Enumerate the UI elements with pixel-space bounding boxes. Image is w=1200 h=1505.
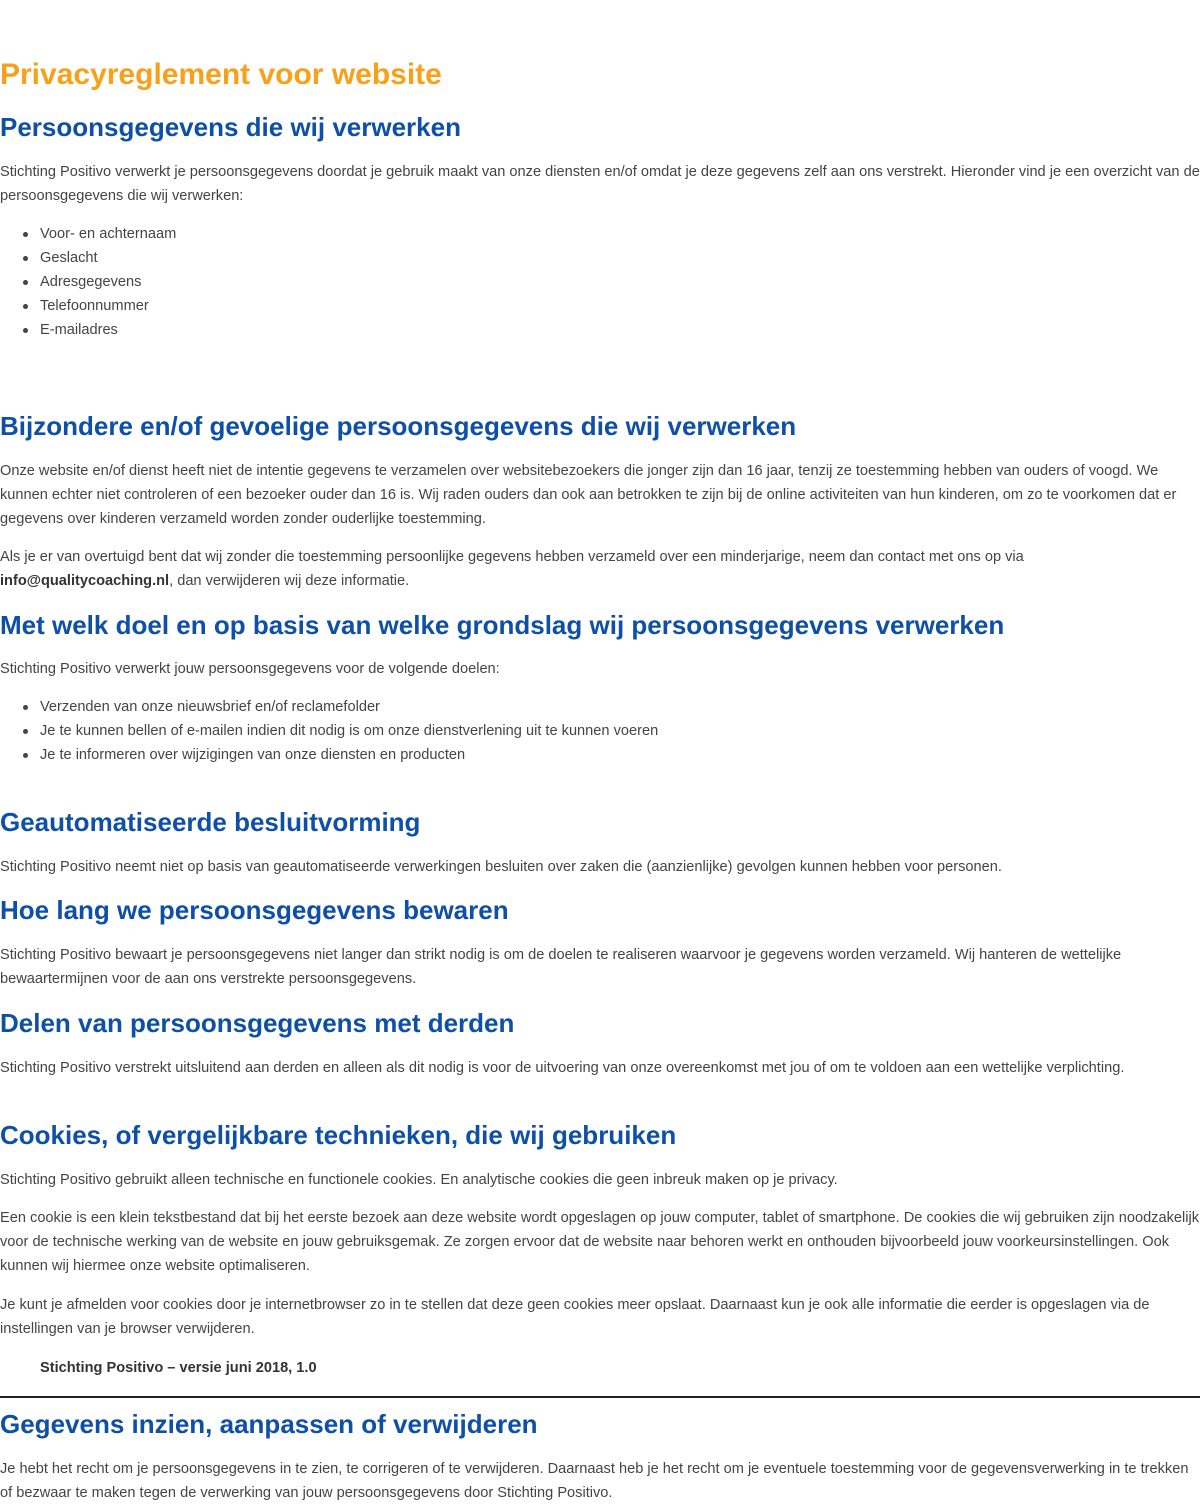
section-paragraph: Stichting Positivo verwerkt jouw persoonsgegevens voor de volgende doelen: xyxy=(0,661,500,677)
version-signature: Stichting Positivo – versie juni 2018, 1.0 xyxy=(40,1360,317,1376)
list-item: Je te kunnen bellen of e-mailen indien dit nodig is om onze dienstverlening uit te kunnen voeren xyxy=(40,719,658,743)
list-item: Voor- en achternaam xyxy=(40,222,176,246)
section-paragraph: Stichting Positivo verwerkt je persoonsgegevens doordat je gebruik maakt van onze diensten en/of omdat je deze gegevens zelf aan ons verstrekt. Hieronder vind je een overzicht van de persoonsgegevens die wij verwerken: xyxy=(0,164,1200,204)
section-paragraph: Je hebt het recht om je persoonsgegevens in te zien, te corrigeren of te verwijderen. Daarnaast heb je het recht om je eventuele toestemming voor de gegevensverwerking in te trekken of bezwaar te maken tegen de verwerking van jouw persoonsgegevens door Stichting Positivo. xyxy=(0,1461,1189,1501)
page-title: Privacyreglement voor website xyxy=(0,58,442,91)
paragraph-text: , dan verwijderen wij deze informatie. xyxy=(169,573,410,589)
section-heading-besluitvorming: Geautomatiseerde besluitvorming xyxy=(0,807,421,837)
section-paragraph: Een cookie is een klein tekstbestand dat bij het eerste bezoek aan deze website wordt opgeslagen op jouw computer, tablet of smartphone. De cookies die wij gebruiken zijn noodzakelijk voor de technische werking van de website en jouw gebruiksgemak. Ze zorgen ervoor dat de website naar behoren werkt en onthouden bijvoorbeeld jouw voorkeursinstellingen. Ook kunnen wij hiermee onze website optimaliseren. xyxy=(0,1210,1200,1274)
section-heading-bewaren: Hoe lang we persoonsgegevens bewaren xyxy=(0,895,509,925)
list-item: Telefoonnummer xyxy=(40,294,176,318)
list-item: Verzenden van onze nieuwsbrief en/of reclamefolder xyxy=(40,695,658,719)
section-heading-cookies: Cookies, of vergelijkbare technieken, die wij gebruiken xyxy=(0,1120,677,1150)
section-paragraph: Stichting Positivo gebruikt alleen technische en functionele cookies. En analytische cookies die geen inbreuk maken op je privacy. xyxy=(0,1172,838,1188)
list-item: Adresgegevens xyxy=(40,270,176,294)
section-paragraph: Je kunt je afmelden voor cookies door je internetbrowser zo in te stellen dat deze geen cookies meer opslaat. Daarnaast kun je ook alle informatie die eerder is opgeslagen via de instellingen van je browser verwijderen. xyxy=(0,1297,1150,1337)
purposes-list xyxy=(0,695,658,767)
section-heading-bijzondere: Bijzondere en/of gevoelige persoonsgegevens die wij verwerken xyxy=(0,411,797,441)
section-heading-doel: Met welk doel en op basis van welke grondslag wij persoonsgegevens verwerken xyxy=(0,610,1005,640)
section-paragraph: Onze website en/of dienst heeft niet de intentie gegevens te verzamelen over websitebezoekers die jonger zijn dan 16 jaar, tenzij ze toestemming hebben van ouders of voogd. We kunnen echter niet controleren of een bezoeker ouder dan 16 is. Wij raden ouders dan ook aan betrokken te zijn bij de online activiteiten van hun kinderen, om zo te voorkomen dat er gegevens over kinderen verzameld worden zonder ouderlijke toestemming. xyxy=(0,463,1177,527)
list-item: E-mailadres xyxy=(40,318,176,342)
section-heading-persoonsgegevens: Persoonsgegevens die wij verwerken xyxy=(0,112,461,142)
personal-data-list xyxy=(0,222,176,342)
list-item: Je te informeren over wijzigingen van onze diensten en producten xyxy=(40,743,658,767)
paragraph-text: Als je er van overtuigd bent dat wij zonder die toestemming persoonlijke gegevens hebben verzameld over een minderjarige, neem dan contact met ons op via xyxy=(0,549,1024,565)
divider xyxy=(0,1396,1200,1398)
section-paragraph: Stichting Positivo verstrekt uitsluitend aan derden en alleen als dit nodig is voor de uitvoering van onze overeenkomst met jou of om te voldoen aan een wettelijke verplichting. xyxy=(0,1060,1125,1076)
section-heading-inzien: Gegevens inzien, aanpassen of verwijderen xyxy=(0,1409,538,1439)
contact-email: info@qualitycoaching.nl xyxy=(0,573,170,589)
section-paragraph: Stichting Positivo neemt niet op basis van geautomatiseerde verwerkingen besluiten over zaken die (aanzienlijke) gevolgen kunnen hebben voor personen. xyxy=(0,859,1002,875)
section-paragraph: Stichting Positivo bewaart je persoonsgegevens niet langer dan strikt nodig is om de doelen te realiseren waarvoor je gegevens worden verzameld. Wij hanteren de wettelijke bewaartermijnen voor de aan ons verstrekte persoonsgegevens. xyxy=(0,947,1122,987)
section-paragraph xyxy=(0,545,1200,593)
list-item: Geslacht xyxy=(40,246,176,270)
section-heading-derden: Delen van persoonsgegevens met derden xyxy=(0,1008,515,1038)
